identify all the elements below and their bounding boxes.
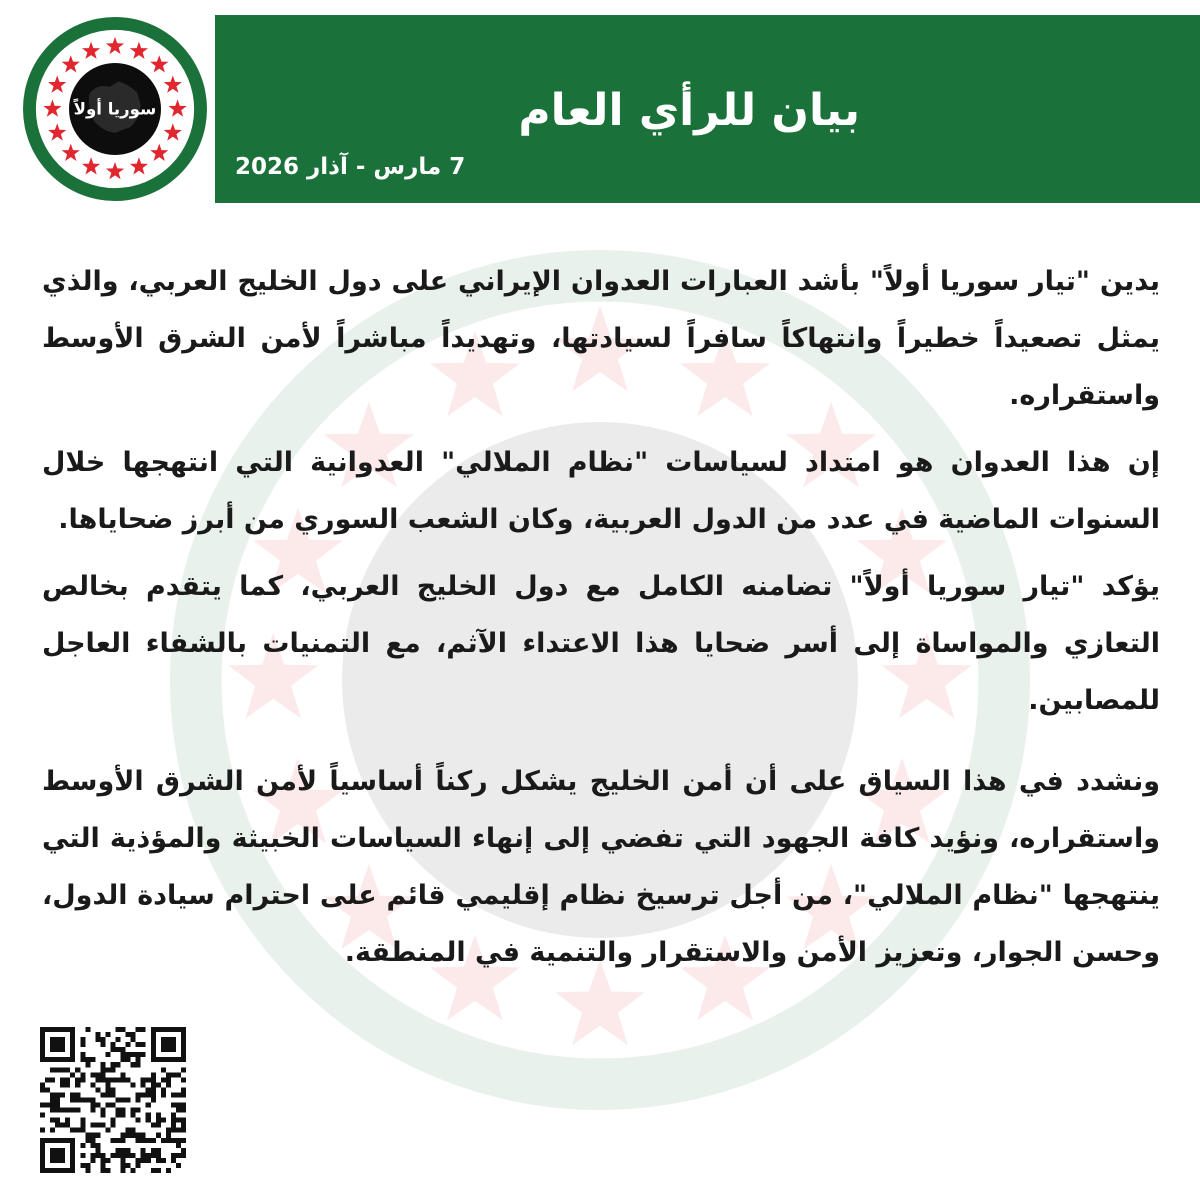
organization-logo (23, 17, 207, 201)
logo-text: سوريا أولاً (73, 99, 157, 119)
paragraph-1: يدين "تيار سوريا أولاً" بأشد العبارات العدوان الإيراني على دول الخليج العربي، والذي يمثل تصعيداً خطيراً وانتهاكاً سافراً لسيادتها، وتهديداً مباشراً لأمن الشرق الأوسط واستقراره. (42, 266, 1160, 411)
statement-date: 7 مارس - آذار 2026 (235, 154, 466, 180)
page-title: بيان للرأي العام (518, 85, 860, 136)
qr-code-icon[interactable] (40, 1027, 186, 1173)
paragraph-4: ونشدد في هذا السياق على أن أمن الخليج يشكل ركناً أساسياً لأمن الشرق الأوسط واستقراره، ونؤيد كافة الجهود التي تفضي إلى إنهاء السياسات الخبيثة والمؤذية التي ينتهجها "نظام الملالي"، من أجل ترسيخ نظام إقليمي قائم على احترام سيادة الدول، وحسن الجوار، وتعزيز الأمن والاستقرار والتنمية في المنطقة. (42, 766, 1160, 968)
statement-body (42, 253, 1160, 991)
paragraph-2: إن هذا العدوان هو امتداد لسياسات "نظام الملالي" العدوانية التي انتهجها خلال السنوات الماضية في عدد من الدول العربية، وكان الشعب السوري من أبرز ضحاياها. (42, 447, 1160, 535)
paragraph-3: يؤكد "تيار سوريا أولاً" تضامنه الكامل مع دول الخليج العربي، كما يتقدم بخالص التعازي والمواساة إلى أسر ضحايا هذا الاعتداء الآثم، مع التمنيات بالشفاء العاجل للمصابين. (42, 571, 1160, 716)
